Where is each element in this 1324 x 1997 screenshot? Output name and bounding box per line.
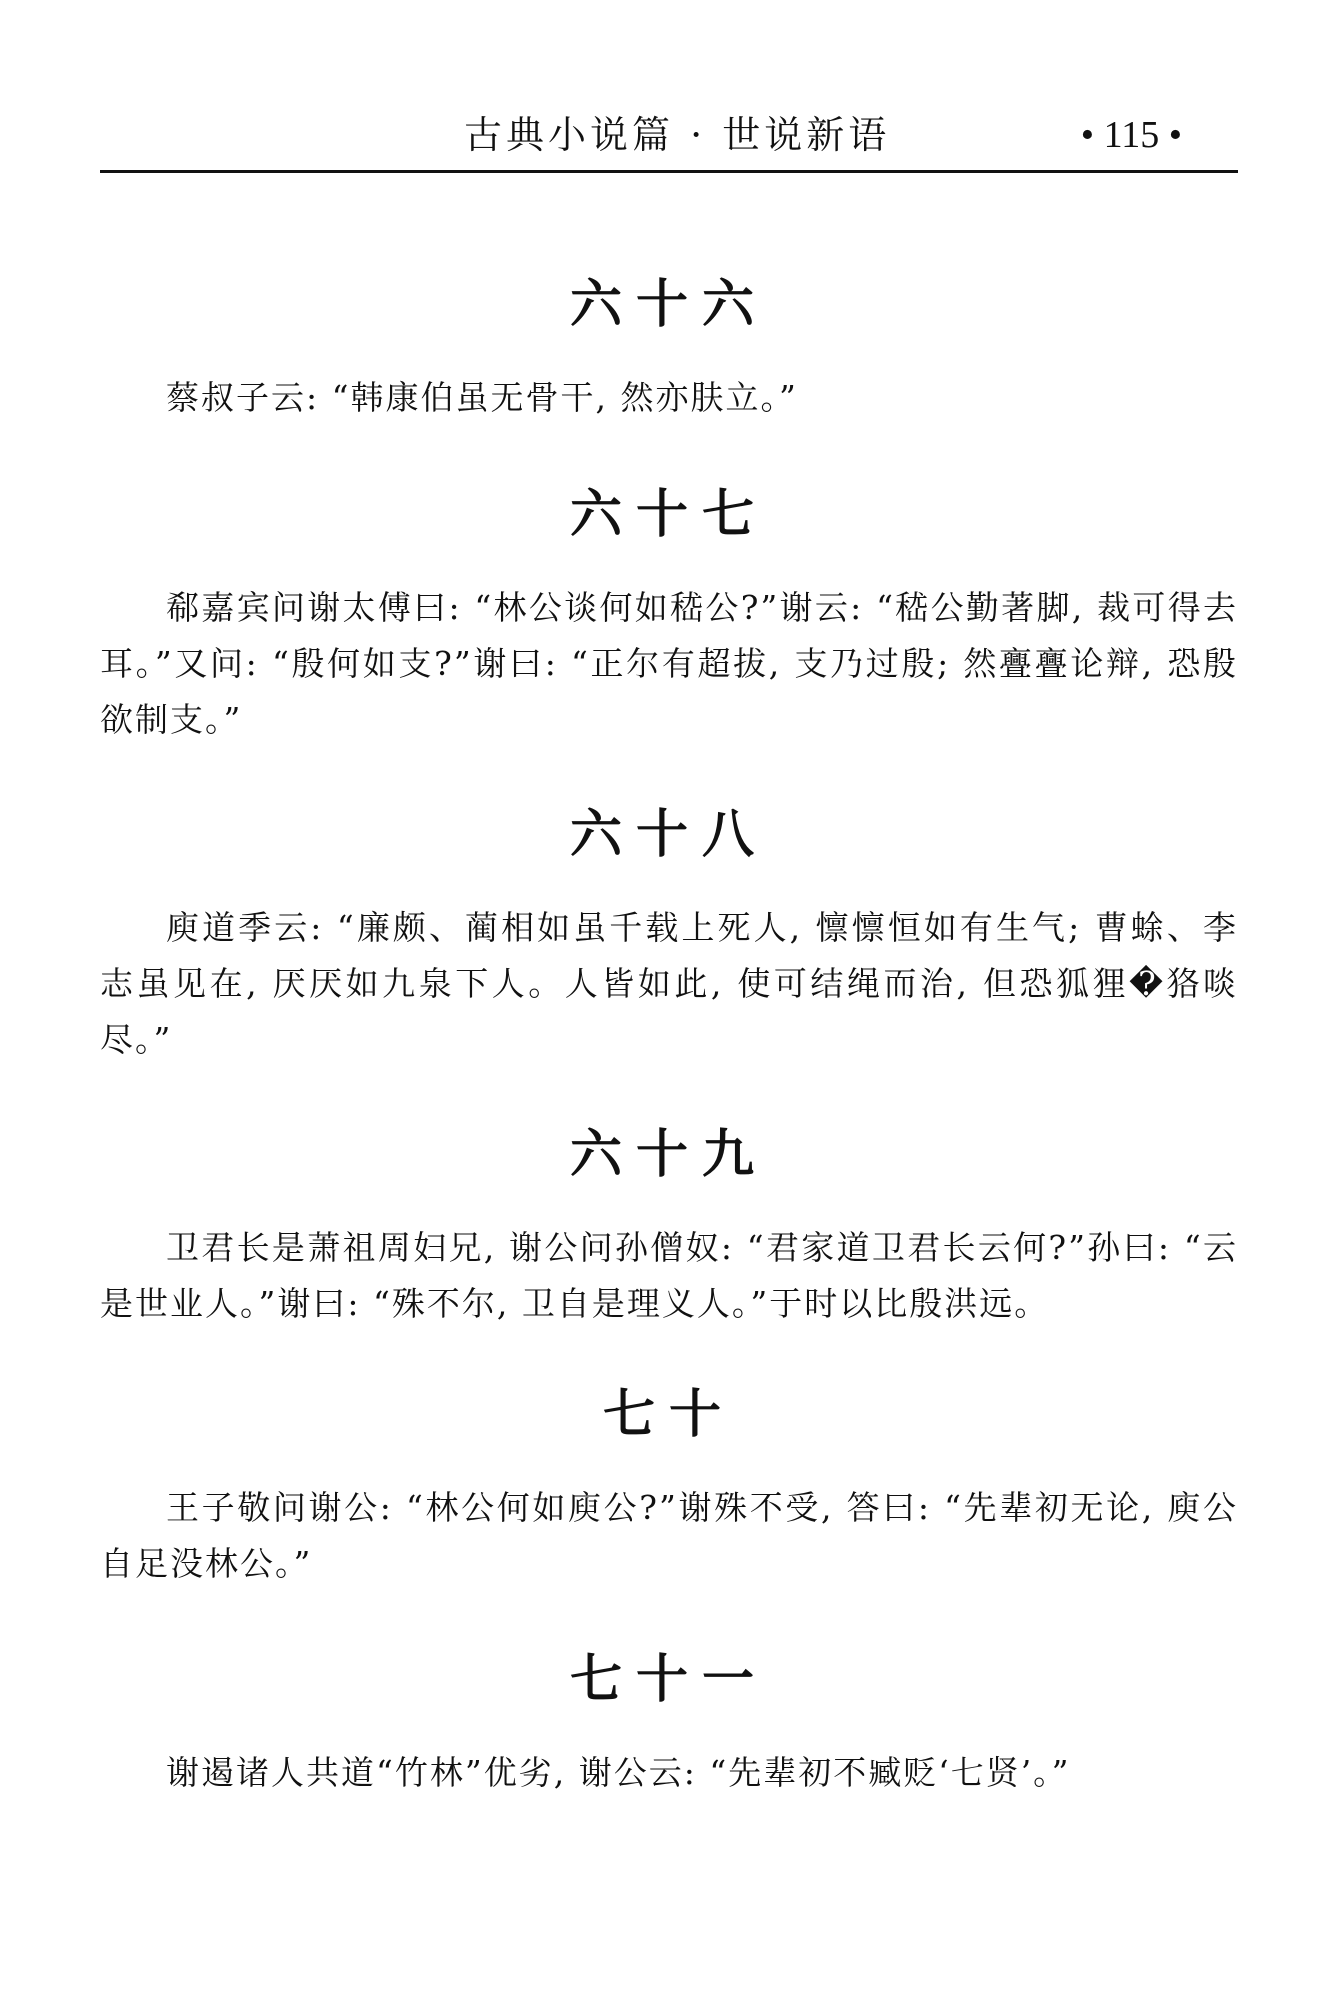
section-70: [100, 1380, 1238, 1592]
page-header: [100, 108, 1238, 174]
section-66: [100, 270, 1238, 426]
section-text: 卫君长是萧祖周妇兄, 谢公问孙僧奴: “君家道卫君长云何?”孙曰: “云是世业人。”谢曰: “殊不尔, 卫自是理义人。”于时以比殷洪远。: [100, 1228, 1238, 1323]
section-71: [100, 1645, 1238, 1801]
section-text: 蔡叔子云: “韩康伯虽无骨干, 然亦肤立。”: [166, 378, 798, 417]
section-title: 六十八: [569, 805, 768, 865]
section-title: 六十九: [569, 1125, 768, 1185]
section-67: [100, 480, 1238, 748]
page-number: • 115 •: [1080, 114, 1182, 156]
running-title: 古典小说篇 · 世说新语: [464, 113, 891, 157]
section-title: 六十六: [569, 275, 768, 335]
header-rule: [100, 170, 1238, 173]
section-text: 谢遏诸人共道“竹林”优劣, 谢公云: “先辈初不臧贬‘七贤’。”: [166, 1753, 1071, 1792]
section-text: 郗嘉宾问谢太傅曰: “林公谈何如嵇公?”谢云: “嵇公勤著脚, 裁可得去耳。”又问: “殷何如支?”谢曰: “正尔有超拔, 支乃过殷; 然亹亹论辩, 恐殷欲制支。”: [100, 588, 1238, 739]
section-title: 七十一: [569, 1650, 768, 1710]
section-68: [100, 800, 1238, 1068]
section-text: 庾道季云: “廉颇、蔺相如虽千载上死人, 懔懔恒如有生气; 曹蜍、李志虽见在, 厌厌如九泉下人。人皆如此, 使可结绳而治, 但恐狐狸�狢啖尽。”: [100, 908, 1238, 1059]
section-title: 七十: [602, 1385, 735, 1445]
section-text: 王子敬问谢公: “林公何如庾公?”谢殊不受, 答曰: “先辈初无论, 庾公自足没林公。”: [100, 1488, 1238, 1583]
section-title: 六十七: [569, 485, 768, 545]
section-69: [100, 1120, 1238, 1332]
